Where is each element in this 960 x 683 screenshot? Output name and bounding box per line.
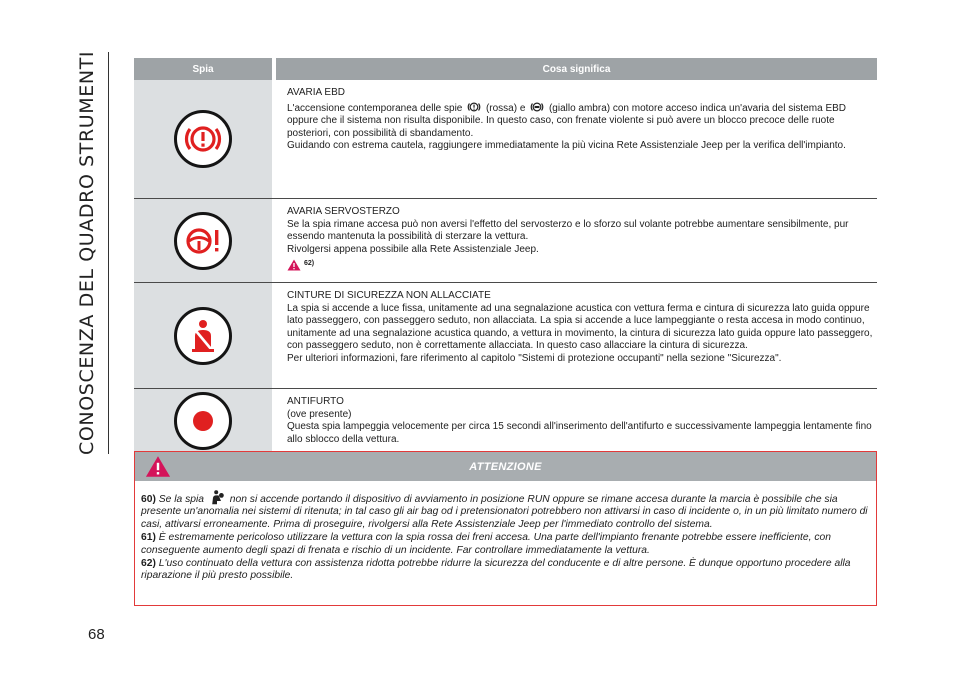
row-description: AVARIA SERVOSTERZO Se la spia rimane accesa può non aversi l'effetto del servosterzo e lo sforzo sul volante potrebbe aumentare sensibilmente, pur essendo mantenuta la possibilità di sterzare la vettura. Rivolgersi appena possibile alla Rete Assistenziale Jeep. 62) [276, 199, 877, 282]
warning-triangle-icon [287, 259, 301, 271]
note-60: 60) Se la spia non si accende portando il dispositivo di avviamento in posizione RUN oppure se rimane accesa durante la marcia è possibile che sia presente un'anomalia nei sistemi di ritenuta; in tal caso gli air bag od i pretensionatori potrebbero non attivarsi in caso di incidente o, in un più limitato numero di casi, attivarsi erroneamente. Prima di proseguire, rivolgersi alla Rete Assistenziale Jeep per l'immediato controllo del sistema. [141, 489, 870, 531]
table-row [134, 389, 877, 454]
warning-note-ref: 62) [287, 258, 877, 271]
table-row [134, 283, 877, 389]
note-62: 62) L'uso continuato della vettura con assistenza ridotta potrebbe ridurre la sicurezza del conducente e di altre persone. È dunque opportuno procedere alla riparazione il più presto possibile. [141, 558, 851, 582]
table-row [134, 80, 877, 199]
row-title: CINTURE DI SICUREZZA NON ALLACCIATE [287, 290, 491, 301]
row-description: ANTIFURTO (ove presente) Questa spia lampeggia velocemente per circa 15 secondi all'inserimento dell'antifurto e successivamente lampeggia lentamente fino allo sblocco della vettura. [276, 389, 877, 453]
abs-warning-icon [530, 100, 544, 114]
seat-belt-icon [174, 307, 232, 365]
brake-warning-icon [174, 110, 232, 168]
page-number: 68 [88, 626, 105, 643]
attention-body [135, 481, 876, 583]
row-description: AVARIA EBD L'accensione contemporanea delle spie (rossa) e (giallo ambra) con motore acceso indica un'avaria del sistema EBD oppure che il sistema non risulta disponibile. In questo caso, con frenate violente si può avere un blocco precoce delle ruote posteriori, con possibilità di sbandamento. Guidando con estrema cautela, raggiungere immediatamente la più vicina Rete Assistenziale Jeep per la verifica dell'impianto. [276, 80, 877, 198]
warning-lights-table [134, 58, 877, 454]
airbag-icon [209, 489, 225, 505]
table-row [134, 199, 877, 283]
attention-title: ATTENZIONE [469, 460, 542, 473]
table-header [134, 58, 877, 80]
row-title: AVARIA SERVOSTERZO [287, 206, 400, 217]
anti-theft-icon [174, 392, 232, 450]
section-title: CONOSCENZA DEL QUADRO STRUMENTI [76, 50, 98, 455]
warning-triangle-icon [145, 455, 171, 478]
note-61: 61) È estremamente pericoloso utilizzare la vettura con la spia rossa dei freni accesa. Una parte dell'impianto frenante potrebbe essere inefficiente, con conseguente aumento degli spazi di frenata e rischio di un incidente. Far controllare immediatamente la vettura. [141, 532, 831, 556]
row-title: ANTIFURTO [287, 396, 344, 407]
row-title: AVARIA EBD [287, 87, 345, 98]
attention-header [135, 452, 876, 481]
brake-warning-icon [467, 100, 481, 114]
attention-box [134, 451, 877, 606]
row-description: CINTURE DI SICUREZZA NON ALLACCIATE La spia si accende a luce fissa, unitamente ad una segnalazione acustica con vettura ferma e cintura di sicurezza lato guida oppure lato passeggero, con passeggero seduto, non allacciata. La spia si accende a luce lampeggiante o resta accesa in modo continuo, unitamente ad una segnalazione acustica quando, a vettura in movimento, la cintura di sicurezza lato guida oppure lato passeggero, con passeggero seduto, non è correttamente allacciata. In questo caso allacciare la cintura di sicurezza. Per ulteriori informazioni, fare riferimento al capitolo "Sistemi di protezione occupanti" nella sezione "Sicurezza". [276, 283, 877, 388]
header-cosa-significa: Cosa significa [276, 58, 877, 80]
power-steering-warning-icon [174, 212, 232, 270]
header-spia: Spia [134, 58, 272, 80]
sidebar-divider [108, 52, 109, 454]
